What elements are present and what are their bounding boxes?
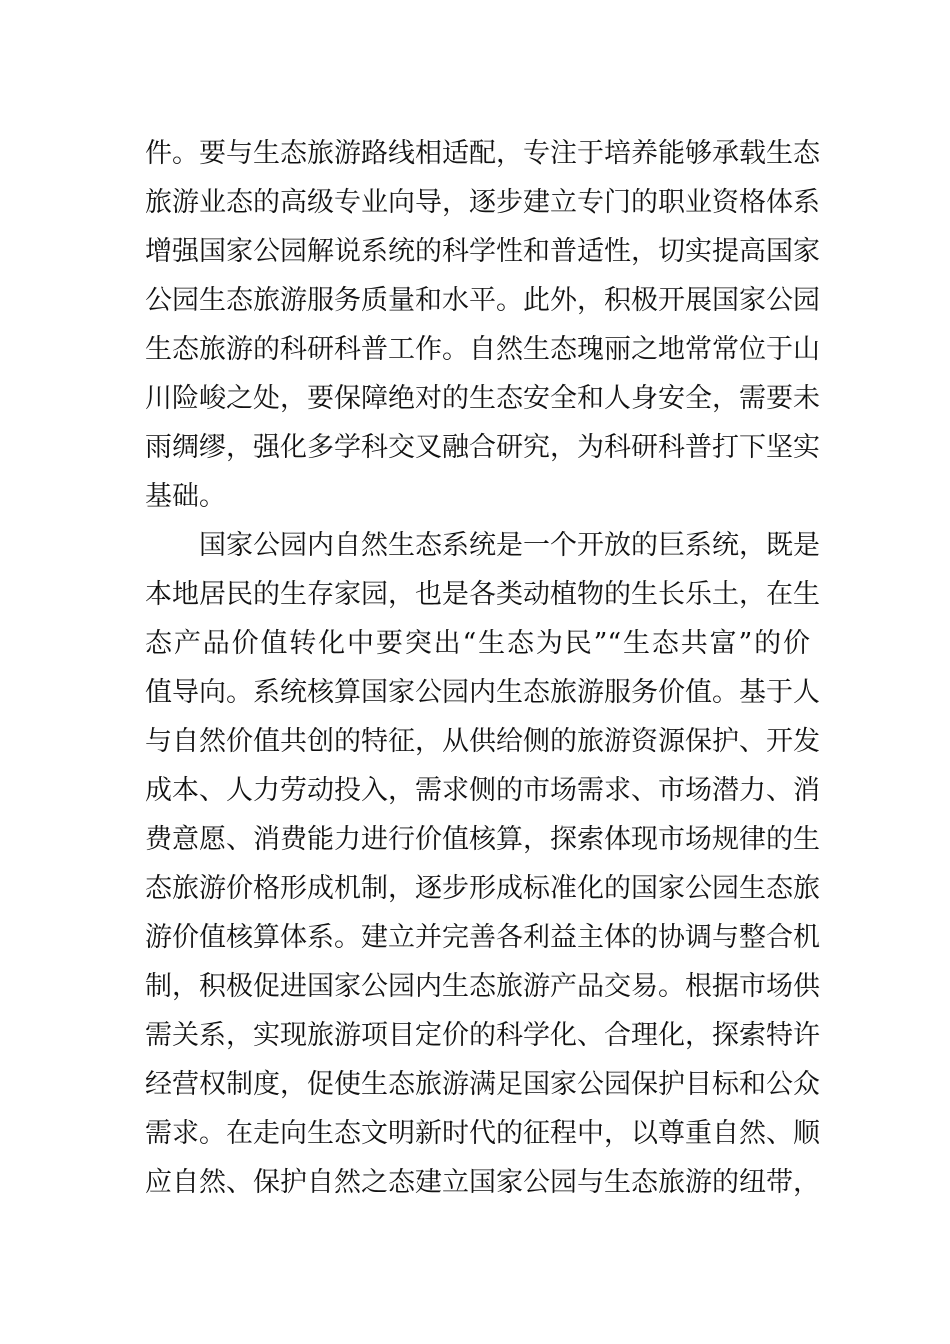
text-line: 费意愿、消费能力进行价值核算，探索体现市场规律的生 [145, 824, 820, 855]
text-line: 增强国家公园解说系统的科学性和普适性，切实提高国家 [145, 236, 820, 267]
text-line: 应自然、保护自然之态建立国家公园与生态旅游的纽带， [145, 1167, 820, 1198]
text-line: 与自然价值共创的特征，从供给侧的旅游资源保护、开发 [145, 726, 820, 757]
text-line: 国家公园内自然生态系统是一个开放的巨系统，既是 [199, 530, 820, 561]
paragraph-1 [145, 129, 820, 521]
text-line: 旅游业态的高级专业向导，逐步建立专门的职业资格体系 [145, 187, 820, 218]
text-line: 游价值核算体系。建立并完善各利益主体的协调与整合机 [145, 922, 820, 953]
text-line: 需求。在走向生态文明新时代的征程中，以尊重自然、顺 [145, 1118, 820, 1149]
text-line: 需关系，实现旅游项目定价的科学化、合理化，探索特许 [145, 1020, 820, 1051]
text-line: 成本、人力劳动投入，需求侧的市场需求、市场潜力、消 [145, 775, 820, 806]
text-line: 经营权制度，促使生态旅游满足国家公园保护目标和公众 [145, 1069, 820, 1100]
text-line: 川险峻之处，要保障绝对的生态安全和人身安全，需要未 [145, 383, 820, 414]
text-line: 生态旅游的科研科普工作。自然生态瑰丽之地常常位于山 [145, 334, 820, 365]
text-line: 基础。 [145, 481, 226, 512]
text-line: 雨绸缪，强化多学科交叉融合研究，为科研科普打下坚实 [145, 432, 820, 463]
text-line: 件。要与生态旅游路线相适配，专注于培养能够承载生态 [145, 138, 820, 169]
text-line: 态产品价值转化中要突出“生态为民”“生态共富”的价 [145, 628, 810, 659]
text-line: 值导向。系统核算国家公园内生态旅游服务价值。基于人 [145, 677, 820, 708]
body-text [145, 129, 820, 1207]
text-line: 态旅游价格形成机制，逐步形成标准化的国家公园生态旅 [145, 873, 820, 904]
text-line: 公园生态旅游服务质量和水平。此外，积极开展国家公园 [145, 285, 820, 316]
paragraph-2 [145, 521, 820, 1207]
text-line: 本地居民的生存家园，也是各类动植物的生长乐土，在生 [145, 579, 820, 610]
text-line: 制，积极促进国家公园内生态旅游产品交易。根据市场供 [145, 971, 820, 1002]
